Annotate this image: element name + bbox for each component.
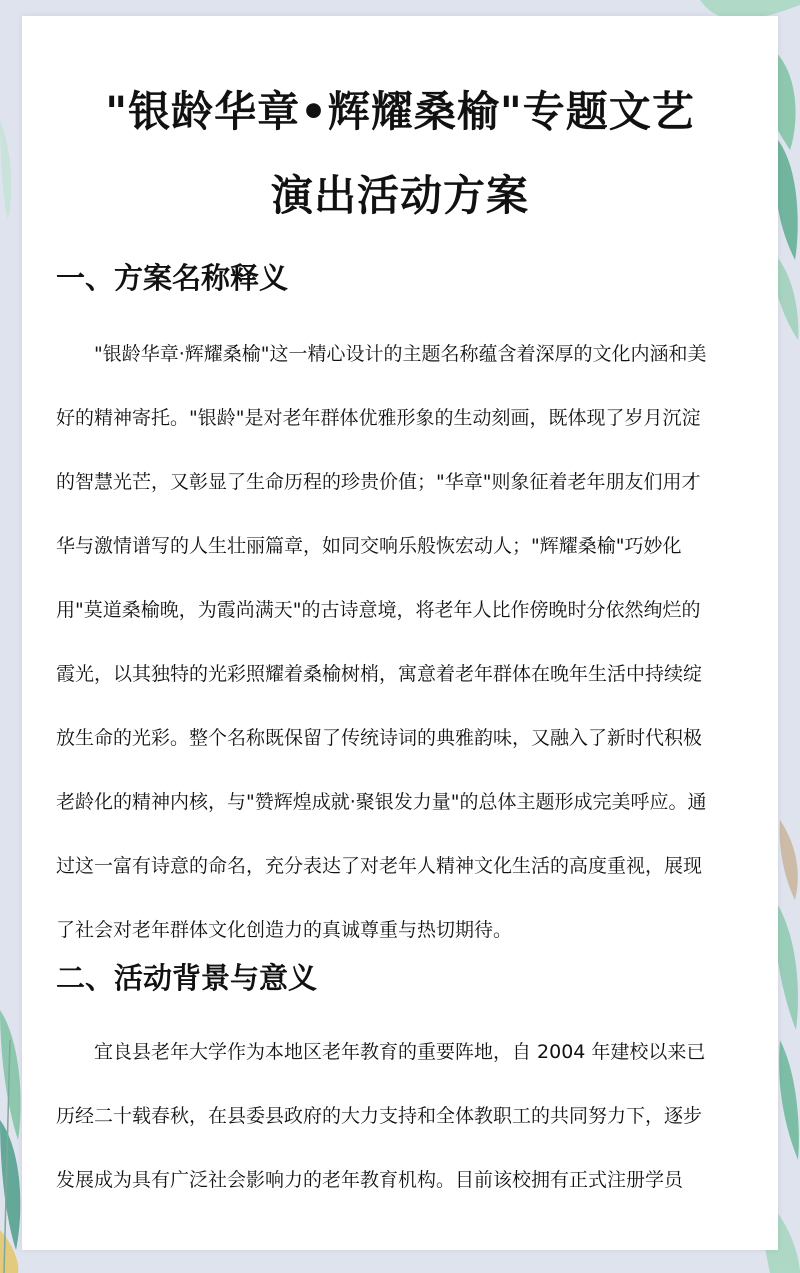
paragraph-line: 发展成为具有广泛社会影响力的老年教育机构。目前该校拥有正式注册学员 [56, 1169, 684, 1191]
paragraph-line: 用"莫道桑榆晚，为霞尚满天"的古诗意境，将老年人比作傍晚时分依然绚烂的 [56, 599, 701, 621]
section-heading-name-explanation: 一、方案名称释义 [56, 261, 289, 295]
section-body-name-explanation [56, 322, 746, 962]
paragraph-line: 霞光，以其独特的光彩照耀着桑榆树梢，寓意着老年群体在晚年生活中持续绽 [56, 663, 703, 685]
paragraph-line: 放生命的光彩。整个名称既保留了传统诗词的典雅韵味，又融入了新时代积极 [56, 727, 703, 749]
paragraph-line: 老龄化的精神内核，与"赞辉煌成就·聚银发力量"的总体主题形成完美呼应。通 [56, 791, 707, 813]
document-title-line: "银龄华章•辉耀桑榆"专题文艺 [105, 87, 695, 136]
section-heading-background: 二、活动背景与意义 [56, 961, 318, 995]
paragraph-line: 好的精神寄托。"银龄"是对老年群体优雅形象的生动刻画，既体现了岁月沉淀 [56, 407, 701, 429]
paragraph-line: 过这一富有诗意的命名，充分表达了对老年人精神文化生活的高度重视，展现 [56, 855, 703, 877]
paragraph-line: 宜良县老年大学作为本地区老年教育的重要阵地，自 2004 年建校以来已 [56, 1041, 706, 1063]
paragraph-line: 了社会对老年群体文化创造力的真诚尊重与热切期待。 [56, 919, 513, 941]
section-body-background [56, 1020, 746, 1212]
paragraph-line: "银龄华章·辉耀桑榆"这一精心设计的主题名称蕴含着深厚的文化内涵和美 [56, 343, 707, 365]
paragraph-line: 的智慧光芒，又彰显了生命历程的珍贵价值；"华章"则象征着老年朋友们用才 [56, 471, 701, 493]
document-page [22, 16, 778, 1250]
paragraph-line: 历经二十载春秋，在县委县政府的大力支持和全体教职工的共同努力下，逐步 [56, 1105, 703, 1127]
document-title-line: 演出活动方案 [270, 171, 529, 220]
document-title [22, 70, 778, 238]
paragraph-line: 华与激情谱写的人生壮丽篇章，如同交响乐般恢宏动人；"辉耀桑榆"巧妙化 [56, 535, 682, 557]
